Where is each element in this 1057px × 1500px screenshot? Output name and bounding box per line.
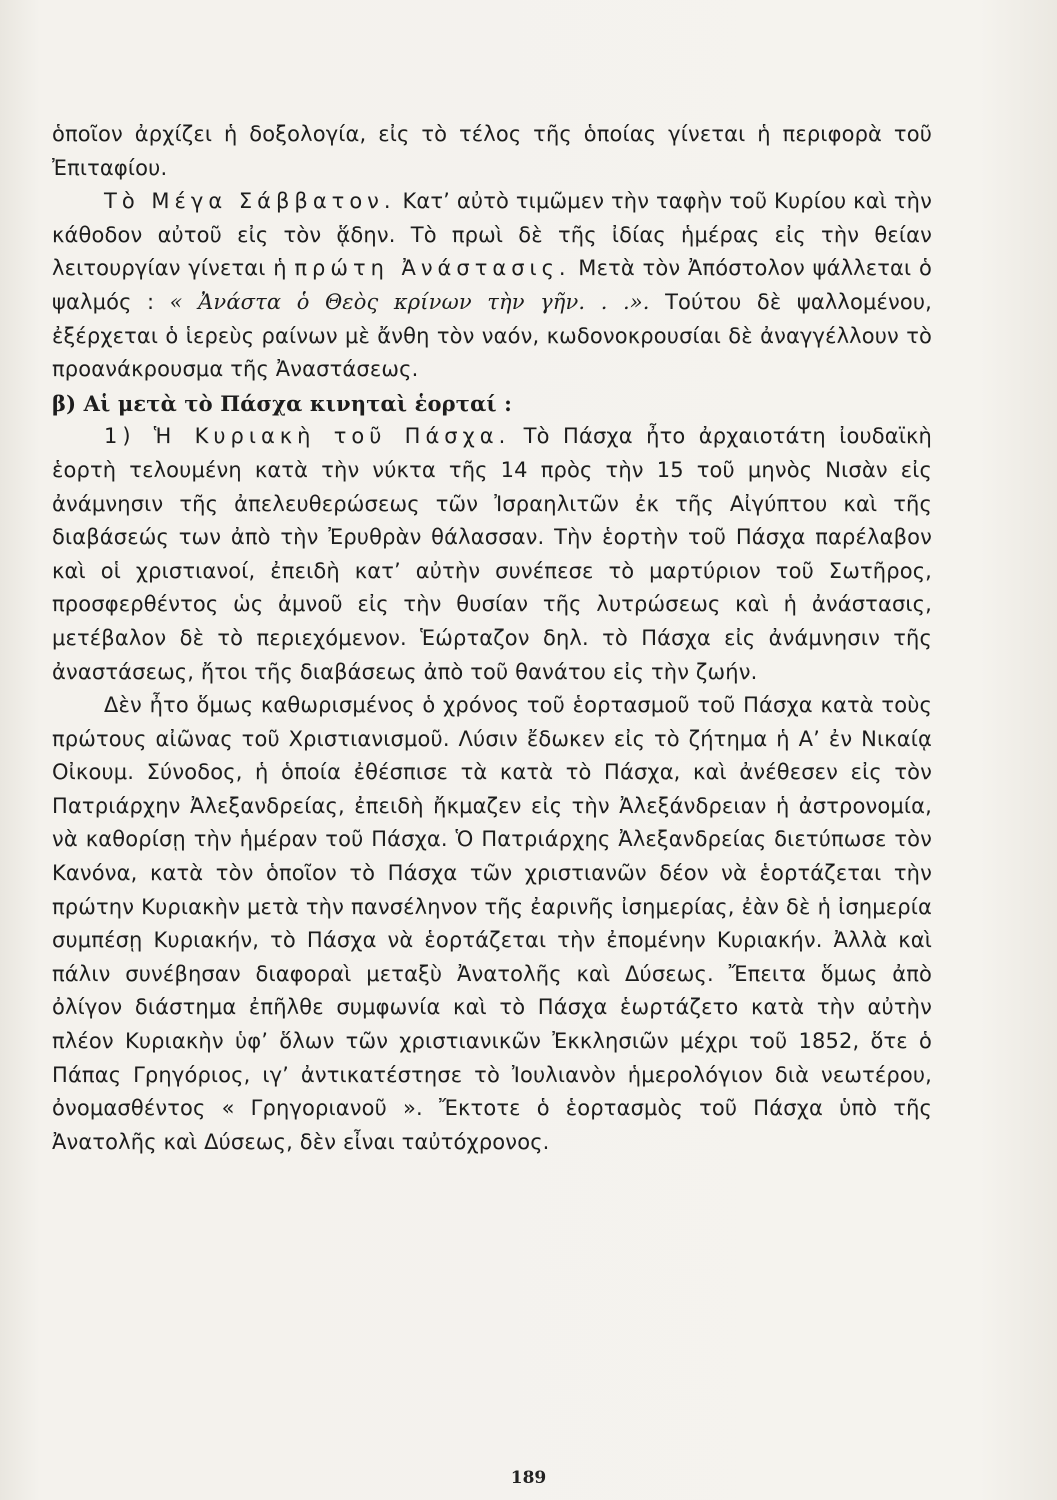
holy-saturday-text-1: Κατ’ αὐτὸ τιμῶμεν τὴν ταφὴν τοῦ Κυρίου καὶ τὴν κάθοδον αὐτοῦ εἰς τὸν ᾅδην. Τὸ πρωὶ δὲ τῆς ἰδίας ἡμέρας εἰς τὴν θείαν λειτουργίαν γίνεται ἡ bbox=[52, 189, 932, 281]
paragraph-easter-sunday bbox=[52, 420, 932, 689]
paragraph-holy-saturday bbox=[52, 185, 932, 387]
psalm-quote: « Ἀνάστα ὁ Θεὸς κρίνων τὴν γῆν. . .». bbox=[169, 289, 650, 314]
first-resurrection-term: πρώτη Ἀνάστασις. bbox=[294, 256, 571, 281]
easter-sunday-title: 1) Ἡ Κυριακὴ τοῦ Πάσχα. bbox=[104, 424, 511, 449]
page-number: 189 bbox=[510, 1468, 547, 1488]
section-heading: β) Αἱ μετὰ τὸ Πάσχα κινηταὶ ἑορταί : bbox=[52, 390, 513, 416]
paragraph-easter-date: Δὲν ἦτο ὅμως καθωρισμένος ὁ χρόνος τοῦ ἑορτασμοῦ τοῦ Πάσχα κατὰ τοὺς πρώτους αἰῶνας τοῦ Χριστιανισμοῦ. Λύσιν ἔδωκεν εἰς τὸ ζήτημα ἡ Α’ ἐν Νικαίᾳ Οἰκουμ. Σύνοδος, ἡ ὁποία ἐθέσπισε τὰ κατὰ τὸ Πάσχα, καὶ ἀνέθεσεν εἰς τὸν Πατριάρχην Ἀλεξανδρείας, ἐπειδὴ ἤκμαζεν εἰς τὴν Ἀλεξάνδρειαν ἡ ἀστρονομία, νὰ καθορίσῃ τὴν ἡμέραν τοῦ Πάσχα. Ὁ Πατριάρχης Ἀλεξανδρείας διετύπωσε τὸν Κανόνα, κατὰ τὸν ὁποῖον τὸ Πάσχα τῶν χριστιανῶν δέον νὰ ἑορτάζεται τὴν πρώτην Κυριακὴν μετὰ τὴν πανσέληνον τῆς ἐαρινῆς ἰσημερίας, ἐὰν δὲ ἡ ἰσημερία συμπέσῃ Κυριακήν, τὸ Πάσχα νὰ ἑορτάζεται τὴν ἐπομένην Κυριακήν. Ἀλλὰ καὶ πάλιν συνέβησαν διαφοραὶ μεταξὺ Ἀνατολῆς καὶ Δύσεως. Ἔπειτα ὅμως ἀπὸ ὀλίγον διάστημα ἐπῆλθε συμφωνία καὶ τὸ Πάσχα ἑωρτάζετο κατὰ τὴν αὐτὴν πλέον Κυριακὴν ὑφ’ ὅλων τῶν χριστιανικῶν Ἐκκλησιῶν μέχρι τοῦ 1852, ὅτε ὁ Πάπας Γρηγόριος, ιγ’ ἀντικατέστησε τὸ Ἰουλιανὸν ἡμερολόγιον διὰ νεωτέρου, ὀνομασθέντος « Γρηγοριανοῦ ». Ἔκτοτε ὁ ἑορτασμὸς τοῦ Πάσχα ὑπὸ τῆς Ἀνατολῆς καὶ Δύσεως, δὲν εἶναι ταὐτόχρονος. bbox=[52, 693, 932, 1154]
paragraph-intro: ὁποῖον ἀρχίζει ἡ δοξολογία, εἰς τὸ τέλος τῆς ὁποίας γίνεται ἡ περιφορὰ τοῦ Ἐπιταφίου. bbox=[52, 122, 932, 180]
holy-saturday-text-2: Μετὰ τὸν Ἀπόστολον ψάλλεται ὁ ψαλμός : bbox=[52, 256, 932, 314]
holy-saturday-text-3: Τούτου δὲ ψαλλομένου, ἐξέρχεται ὁ ἱερεὺς ραίνων μὲ ἄνθη τὸν ναόν, κωδονοκρουσίαι δὲ ἀναγγέλλουν τὸ προανάκρουσμα τῆς Ἀναστάσεως. bbox=[52, 289, 932, 382]
body-text bbox=[52, 118, 932, 1159]
holy-saturday-title: Τὸ Μέγα Σάββατον. bbox=[104, 189, 396, 214]
easter-sunday-text: Τὸ Πάσχα ἦτο ἀρχαιοτάτη ἰουδαϊκὴ ἑορτὴ τελουμένη κατὰ τὴν νύκτα τῆς 14 πρὸς τὴν 15 τοῦ μηνὸς Νισὰν εἰς ἀνάμνησιν τῆς ἀπελευθερώσεως τῶν Ἰσραηλιτῶν ἐκ τῆς Αἰγύπτου καὶ τῆς διαβάσεώς των ἀπὸ τὴν Ἐρυθρὰν θάλασσαν. Τὴν ἑορτὴν τοῦ Πάσχα παρέλαβον καὶ οἱ χριστιανοί, ἐπειδὴ κατ’ αὐτὴν συνέπεσε τὸ μαρτύριον τοῦ Σωτῆρος, προσφερθέντος ὡς ἀμνοῦ εἰς τὴν θυσίαν τῆς λυτρώσεως καὶ ἡ ἀνάστασις, μετέβαλον δὲ τὸ περιεχόμενον. Ἑώρταζον δηλ. τὸ Πάσχα εἰς ἀνάμνησιν τῆς ἀναστάσεως, ἤτοι τῆς διαβάσεως ἀπὸ τοῦ θανάτου εἰς τὴν ζωήν. bbox=[52, 424, 932, 684]
